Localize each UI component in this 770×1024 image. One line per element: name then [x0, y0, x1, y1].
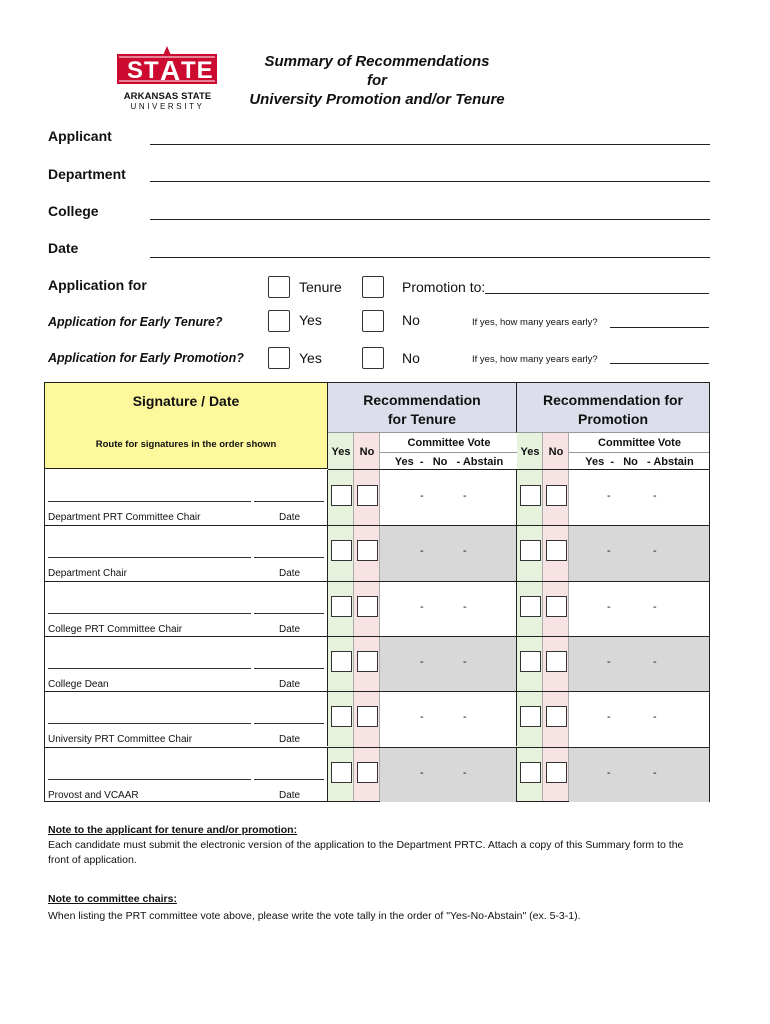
date-line[interactable]: [254, 668, 324, 669]
title-line-1: Summary of Recommendations: [264, 53, 490, 70]
date-label: Date: [48, 240, 79, 256]
promotion-no-box[interactable]: [546, 762, 567, 783]
tenure-yes-box[interactable]: [331, 540, 352, 561]
tenure-yes-header: Yes: [331, 446, 351, 458]
signature-row: [45, 636, 328, 691]
date-label: Date: [279, 512, 301, 523]
department-label: Department: [48, 166, 126, 182]
tenure-no-box[interactable]: [357, 651, 378, 672]
date-line[interactable]: [254, 557, 324, 558]
promotion-dash-1: -: [607, 545, 611, 558]
role-label: Provost and VCAAR: [48, 789, 139, 801]
signature-line[interactable]: [48, 613, 251, 614]
promotion-dash-2: -: [653, 655, 657, 668]
signature-row: [45, 470, 328, 525]
promotion-dash-2: -: [653, 545, 657, 558]
promotion-to-label: Promotion to:: [402, 279, 486, 295]
state-wordmark-icon: [115, 44, 220, 90]
tenure-yes-box[interactable]: [331, 762, 352, 783]
tenure-yes-box[interactable]: [331, 485, 352, 506]
signature-row: [45, 581, 328, 636]
logo-letters-st: ST: [127, 57, 160, 84]
role-label: Department PRT Committee Chair: [48, 512, 201, 523]
promotion-dash-1: -: [607, 766, 611, 779]
tenure-dash-1: -: [420, 655, 424, 668]
title-line-2: for: [367, 72, 387, 89]
promotion-yes-box[interactable]: [520, 540, 541, 561]
promotion-yes-box[interactable]: [520, 596, 541, 617]
applicant-field[interactable]: [150, 130, 710, 145]
promotion-no-header: No: [548, 446, 564, 458]
promotion-vote-cell[interactable]: [569, 747, 709, 802]
signature-line[interactable]: [48, 779, 251, 780]
recommendation-table: [44, 382, 710, 802]
promotion-yes-box[interactable]: [520, 485, 541, 506]
tenure-no-box[interactable]: [357, 596, 378, 617]
department-field[interactable]: [150, 167, 710, 182]
promotion-dash-2: -: [653, 490, 657, 502]
arkansas-state-logo: [115, 44, 220, 114]
tenure-vote-cell[interactable]: [380, 747, 517, 802]
logo-university: UNIVERSITY: [130, 102, 205, 111]
early-promotion-no-label: No: [402, 350, 420, 366]
row-divider: [328, 747, 709, 748]
tenure-dash-2: -: [463, 711, 467, 724]
signature-row: [45, 747, 328, 802]
promotion-dash-1: -: [607, 600, 611, 613]
tenure-label: Tenure: [299, 279, 342, 295]
tenure-vote-divider: [380, 452, 517, 453]
early-tenure-no-checkbox[interactable]: [362, 310, 384, 332]
promotion-no-box[interactable]: [546, 485, 567, 506]
promotion-vote-divider: [569, 452, 709, 453]
early-promotion-yes-label: Yes: [299, 350, 322, 366]
early-tenure-label: Application for Early Tenure?: [48, 315, 223, 329]
promotion-no-box[interactable]: [546, 651, 567, 672]
date-label: Date: [279, 623, 301, 635]
promotion-yes-box[interactable]: [520, 651, 541, 672]
tenure-dash-2: -: [463, 655, 467, 668]
date-label: Date: [279, 568, 301, 580]
signature-header-title: Signature / Date: [132, 393, 240, 409]
signature-header: [45, 383, 328, 469]
early-tenure-yes-label: Yes: [299, 312, 322, 328]
early-tenure-no-label: No: [402, 312, 420, 328]
tenure-vote-order: Yes - No - Abstain: [394, 456, 504, 468]
college-field[interactable]: [150, 205, 710, 220]
tenure-no-box[interactable]: [357, 540, 378, 561]
tenure-dash-2: -: [463, 545, 467, 558]
chairs-note-heading: Note to committee chairs:: [48, 893, 177, 905]
date-line[interactable]: [254, 613, 324, 614]
promotion-vote-cell[interactable]: [569, 581, 709, 636]
chairs-note-text: When listing the PRT committee vote above, please write the vote tally in the order of "Yes-No-Abstain" (ex. 5-3-1).: [48, 910, 581, 922]
early-tenure-yes-checkbox[interactable]: [268, 310, 290, 332]
promotion-recommendation-header: [517, 383, 709, 433]
tenure-dash-1: -: [420, 766, 424, 779]
tenure-recommendation-header: [328, 383, 517, 433]
promotion-committee-vote-header: Committee Vote: [598, 437, 681, 449]
promotion-vote-cell[interactable]: [569, 525, 709, 580]
tenure-dash-2: -: [463, 490, 467, 502]
tenure-dash-1: -: [420, 490, 424, 502]
signature-row: [45, 691, 328, 746]
tenure-yes-box[interactable]: [331, 706, 352, 727]
early-promotion-years-label: If yes, how many years early?: [472, 354, 598, 365]
applicant-label: Applicant: [48, 128, 112, 144]
early-promotion-years-field[interactable]: [610, 352, 709, 364]
role-label: University PRT Committee Chair: [48, 734, 193, 746]
logo-name: ARKANSAS STATE: [123, 91, 212, 102]
tenure-yes-box[interactable]: [331, 596, 352, 617]
signature-line[interactable]: [48, 668, 251, 669]
promotion-yes-header: Yes: [520, 446, 540, 458]
promotion-vote-cell[interactable]: [569, 691, 709, 746]
early-tenure-years-field[interactable]: [610, 316, 709, 328]
tenure-no-box[interactable]: [357, 485, 378, 506]
tenure-dash-1: -: [420, 711, 424, 724]
promotion-dash-2: -: [653, 711, 657, 724]
tenure-no-box[interactable]: [357, 762, 378, 783]
tenure-no-box[interactable]: [357, 706, 378, 727]
tenure-dash-2: -: [463, 766, 467, 779]
signature-line[interactable]: [48, 723, 251, 724]
promotion-recommendation-title: Recommendation for Promotion: [542, 392, 683, 427]
signature-row: [45, 525, 328, 580]
tenure-dash-1: -: [420, 600, 424, 613]
row-divider: [328, 636, 709, 637]
row-divider: [328, 525, 709, 526]
promotion-yes-box[interactable]: [520, 706, 541, 727]
early-promotion-label: Application for Early Promotion?: [48, 351, 244, 365]
date-field[interactable]: [150, 243, 710, 258]
promotion-dash-1: -: [607, 490, 611, 502]
title-line-3: University Promotion and/or Tenure: [249, 91, 505, 108]
early-tenure-years-label: If yes, how many years early?: [472, 317, 598, 328]
tenure-dash-2: -: [463, 600, 467, 613]
date-line[interactable]: [254, 779, 324, 780]
tenure-recommendation-title: Recommendation for Tenure: [363, 392, 481, 427]
promotion-checkbox[interactable]: [362, 276, 384, 298]
row-divider: [328, 691, 709, 692]
promotion-dash-1: -: [607, 711, 611, 724]
applicant-note-text: Each candidate must submit the electronic version of the application to the Department PRTC. Attach a copy of this Summary form to the front of application.: [48, 839, 684, 866]
tenure-vote-cell[interactable]: [380, 525, 517, 580]
role-label: Department Chair: [48, 568, 127, 580]
promotion-to-field[interactable]: [485, 281, 709, 294]
role-label: College PRT Committee Chair: [48, 623, 183, 635]
promotion-dash-1: -: [607, 655, 611, 668]
tenure-committee-vote-header: Committee Vote: [407, 437, 491, 449]
row-divider: [328, 581, 709, 582]
early-promotion-no-checkbox[interactable]: [362, 347, 384, 369]
promotion-no-box[interactable]: [546, 540, 567, 561]
tenure-checkbox[interactable]: [268, 276, 290, 298]
role-label: College Dean: [48, 678, 109, 690]
date-label: Date: [279, 734, 301, 746]
signature-line[interactable]: [48, 557, 251, 558]
promotion-vote-order: Yes - No - Abstain: [585, 456, 694, 468]
tenure-vote-cell[interactable]: [380, 470, 517, 525]
tenure-vote-cell[interactable]: [380, 691, 517, 746]
promotion-vote-cell[interactable]: [569, 636, 709, 691]
promotion-no-box[interactable]: [546, 706, 567, 727]
page-title: [232, 52, 522, 109]
promotion-no-box[interactable]: [546, 596, 567, 617]
college-label: College: [48, 203, 99, 219]
tenure-vote-cell[interactable]: [380, 581, 517, 636]
promotion-dash-2: -: [653, 600, 657, 613]
promotion-dash-2: -: [653, 766, 657, 779]
tenure-no-header: No: [359, 446, 375, 458]
early-promotion-yes-checkbox[interactable]: [268, 347, 290, 369]
date-label: Date: [279, 678, 301, 690]
date-line[interactable]: [254, 501, 324, 502]
signature-line[interactable]: [48, 501, 251, 502]
date-label: Date: [279, 789, 301, 801]
application-for-label: Application for: [48, 277, 147, 293]
route-note: Route for signatures in the order shown: [95, 439, 277, 450]
promotion-vote-cell[interactable]: [569, 470, 709, 525]
date-line[interactable]: [254, 723, 324, 724]
tenure-dash-1: -: [420, 545, 424, 558]
logo-letter-a: A: [160, 55, 181, 86]
applicant-note-heading: Note to the applicant for tenure and/or promotion:: [48, 824, 298, 836]
logo-letters-te: TE: [181, 57, 214, 84]
tenure-yes-box[interactable]: [331, 651, 352, 672]
tenure-vote-cell[interactable]: [380, 636, 517, 691]
promotion-yes-box[interactable]: [520, 762, 541, 783]
